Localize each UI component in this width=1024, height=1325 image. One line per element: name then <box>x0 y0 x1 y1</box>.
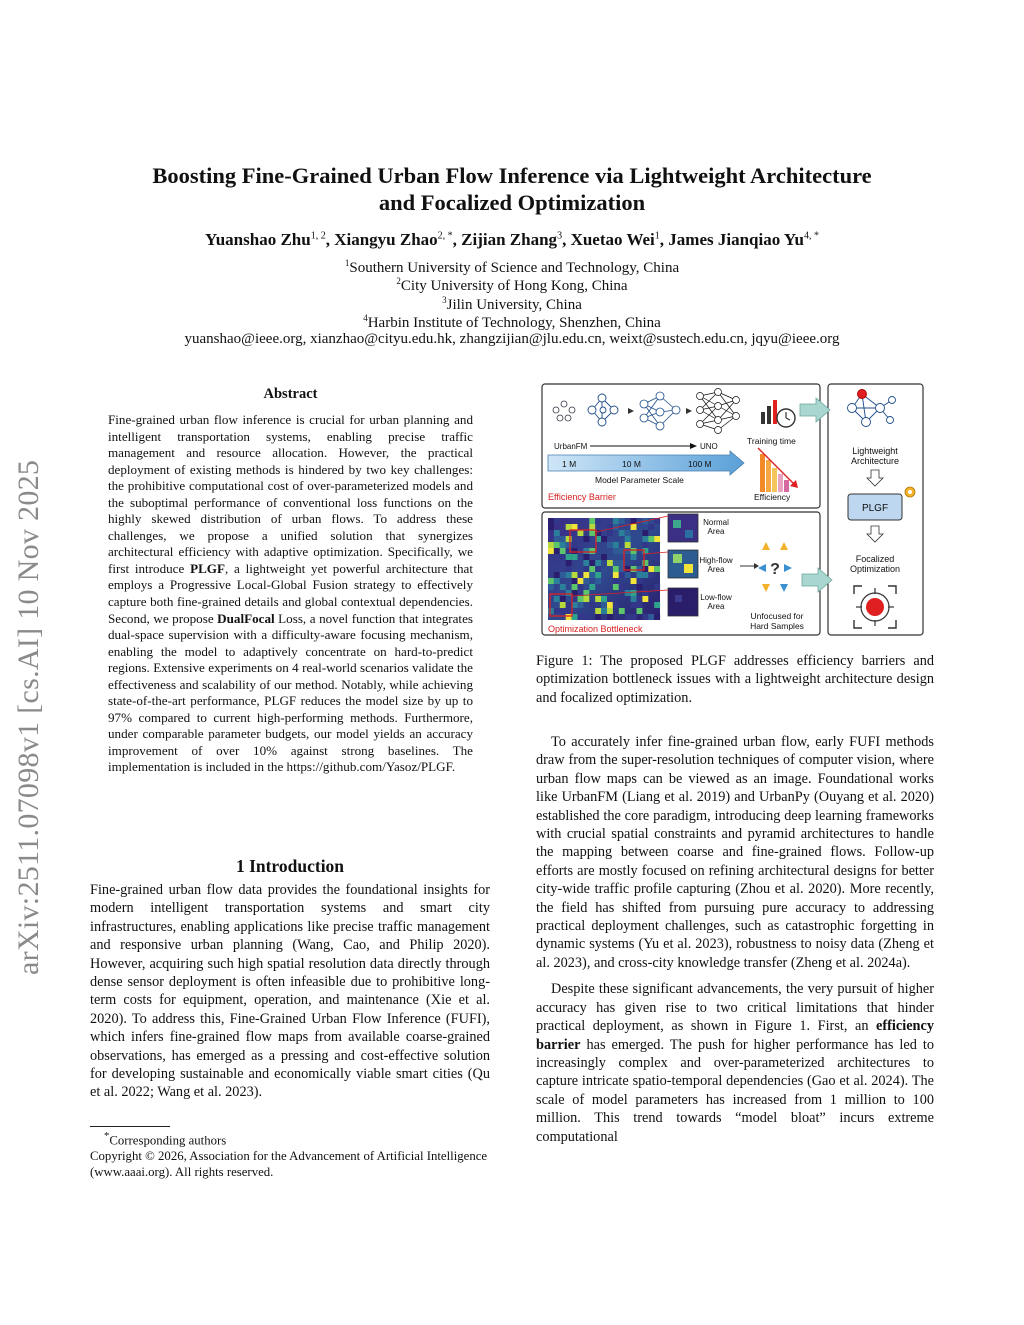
affiliation: $^1$Southern University of Science and Technology, China <box>344 258 680 276</box>
heatmap-cell <box>589 560 595 566</box>
heatmap-cell <box>560 536 566 542</box>
heatmap-cell <box>631 578 637 584</box>
heatmap-cell <box>560 596 566 602</box>
heatmap-cell <box>589 566 595 572</box>
efficiency-barrier-label: Efficiency Barrier <box>548 492 616 502</box>
high-flow-label-2: Area <box>707 565 725 574</box>
heatmap-cell <box>654 614 660 620</box>
heatmap-cell <box>642 542 648 548</box>
abstract-heading: Abstract <box>263 386 318 402</box>
heatmap-cell <box>631 566 637 572</box>
heatmap-cell <box>566 566 572 572</box>
affiliation: $^2$City University of Hong Kong, China <box>396 276 628 294</box>
lightweight-label-2: Architecture <box>850 456 900 466</box>
heatmap-cell <box>637 566 643 572</box>
focalized-label-1: Focalized <box>855 554 895 564</box>
heatmap-cell <box>583 614 589 620</box>
heatmap-cell <box>548 578 554 584</box>
training-time-label: Training time <box>747 436 796 446</box>
heatmap-cell <box>572 578 578 584</box>
heatmap-cell <box>578 572 584 578</box>
heatmap-cell <box>566 608 572 614</box>
heatmap-cell <box>578 614 584 620</box>
heatmap-cell <box>566 524 572 530</box>
heatmap-cell <box>589 572 595 578</box>
author: James Jianqiao $Yu^{4, *}$ <box>668 230 819 249</box>
heatmap-cell <box>595 572 601 578</box>
heatmap-cell <box>583 596 589 602</box>
heatmap-cell <box>578 602 584 608</box>
heatmap-cell <box>642 572 648 578</box>
heatmap-cell <box>637 608 643 614</box>
heatmap-cell <box>648 614 654 620</box>
heatmap-cell <box>648 566 654 572</box>
heatmap-cell <box>607 602 613 608</box>
heatmap-cell <box>631 602 637 608</box>
heatmap-cell <box>554 530 560 536</box>
heatmap-cell <box>554 596 560 602</box>
heatmap-cell <box>648 572 654 578</box>
heatmap-cell <box>589 530 595 536</box>
plgf-term: PLGF <box>190 560 225 576</box>
heatmap-cell <box>619 530 625 536</box>
heatmap-cell <box>619 608 625 614</box>
author: Xiangyu Zhao$^{2, *}$, <box>334 230 462 249</box>
heatmap-cell <box>601 536 607 542</box>
heatmap-cell <box>625 530 631 536</box>
low-flow-label-2: Area <box>707 602 725 611</box>
footnote-rule <box>90 1126 170 1127</box>
heatmap-cell <box>548 542 554 548</box>
intro-paragraph: Fine-grained urban flow data provides the foundational insights for modern intelligent transportation systems and smart city infrastructures, enabling applications like precise traffic management and responsive urban planning (Wang, Cao, and Philip 2020). However, acquiring such high spatial resolution data directly through dense sensor deployment is often infeasible due to prohibitive long-term costs for equipment, operation, and maintenance (Xie et al. 2020). To address this, Fine-Grained Urban Flow Inference (FUFI), which infers fine-grained flow maps from available coarse-grained observations, has emerged as a pressing and cost-effective solution for developing sustainable and economically viable smart cities (Qu et al. 2022; Wang et al. 2023). <box>90 882 490 1101</box>
heatmap-cell <box>601 602 607 608</box>
affiliation: $^3$Jilin University, China <box>442 295 582 313</box>
heatmap-cell <box>648 524 654 530</box>
heatmap-cell <box>607 614 613 620</box>
urbanfm-label: UrbanFM <box>554 442 588 451</box>
uno-label: UNO <box>700 442 718 451</box>
body-paragraph: To accurately infer fine-grained urban flow, early FUFI methods draw from the super-resolution techniques of computer vision, where urban flow maps can be viewed as an image. Foundational works like UrbanFM (Liang et al. 2019) and UrbanPy (Ouyang et al. 2020) established the core paradigm, introducing deep learning frameworks with crucial spatial constraints and pyramid architectures to handle the mapping between coarse and fine-grained flows. Follow-up efforts are mostly focused on refining architectural designs for better city-wide traffic profile capturing (Zhou et al. 2020). More recently, the field has shifted from pursuing pure accuracy to addressing practical deployment challenges, such as catastrophic forgetting in dynamic systems (Yu et al. 2023), robustness to noisy data (Zheng et al. 2023), and cross-city knowledge transfer (Zheng et al. 2024a). <box>536 734 934 971</box>
heatmap-cell <box>601 596 607 602</box>
heatmap-cell <box>554 548 560 554</box>
abstract-body: Fine-grained urban flow inference is crucial for urban planning and intelligent transportation systems, enabling precise traffic management and resource allocation. However, the practical deployment of existing methods is hindered by two key challenges: the prohibitive computational cost of over-parameterized models and the suboptimal performance of conventional loss functions on the highly skewed distribution of urban flows. To address these challenges, we propose a unified solution that synergizes architectural efficiency with adaptive optimization. Specifically, we first introduce PLGF, a lightweight yet powerful architecture that employs a Progressive Local-Global Fusion strategy to effectively capture both fine-grained details and global contextual dependencies. Second, we propose DualFocal Loss, a novel function that integrates dual-space supervision with a difficulty-aware focusing mechanism, enabling the model to adaptively concentrate on hard-to-predict regions. Extensive experiments on 4 real-world scenarios validate the effectiveness and scalability of our method. Notably, while achieving state-of-the-art performance, PLGF reduces the model size by up to 97% compared to current high-performing methods. Furthermore, under comparable parameter budgets, our model yields an accuracy improvement of over 10% against strong baselines. The implementation is included in the https://github.com/Yasoz/PLGF. <box>108 412 473 775</box>
heatmap-cell <box>631 548 637 554</box>
figure-1-caption: Figure 1: The proposed PLGF addresses efficiency barriers and optimization bottleneck issues with a lightweight architecture design and focalized optimization. <box>536 653 934 706</box>
heatmap-cell <box>566 542 572 548</box>
right-column-body <box>536 733 934 1146</box>
heatmap-cell <box>566 560 572 566</box>
efficiency-label: Efficiency <box>754 492 791 502</box>
heatmap-cell <box>613 602 619 608</box>
heatmap-cell <box>654 554 660 560</box>
heatmap-cell <box>560 608 566 614</box>
scale-100m: 100 M <box>688 459 712 469</box>
focalized-label-2: Optimization <box>849 564 901 574</box>
heatmap-cell <box>607 560 613 566</box>
heatmap-cell <box>619 518 625 524</box>
heatmap-cell <box>566 548 572 554</box>
heatmap-cell <box>554 518 560 524</box>
intro-heading: 1 Introduction <box>235 856 345 876</box>
optimization-bottleneck-label: Optimization Bottleneck <box>548 624 643 634</box>
heatmap-cell <box>654 536 660 542</box>
footnote-copyright: Copyright © 2026, Association for the Advancement of Artificial Intelligence (www.aaai.org). All rights reserved. <box>90 1149 488 1180</box>
heatmap-cell <box>654 566 660 572</box>
heatmap-cell <box>631 590 637 596</box>
scale-1m: 1 M <box>562 459 577 469</box>
heatmap-cell <box>613 518 619 524</box>
flow-heatmap <box>548 518 660 620</box>
heatmap-cell <box>578 530 584 536</box>
heatmap-cell <box>642 530 648 536</box>
arxiv-id: arXiv:2511.07098v1 [cs.AI] 10 Nov 2025 <box>12 459 45 975</box>
heatmap-cell <box>613 542 619 548</box>
heatmap-cell <box>631 554 637 560</box>
heatmap-cell <box>625 542 631 548</box>
heatmap-cell <box>560 602 566 608</box>
heatmap-cell <box>578 518 584 524</box>
heatmap-cell <box>554 578 560 584</box>
author-list <box>90 230 934 250</box>
low-flow-label-1: Low-flow <box>700 593 732 602</box>
heatmap-cell <box>548 518 554 524</box>
affiliation: $^4$Harbin Institute of Technology, Shenzhen, China <box>363 313 661 331</box>
heatmap-cell <box>578 578 584 584</box>
heatmap-cell <box>566 590 572 596</box>
heatmap-cell <box>625 536 631 542</box>
scale-10m: 10 M <box>622 459 641 469</box>
normal-area-label-1: Normal <box>703 518 729 527</box>
heatmap-cell <box>631 524 637 530</box>
heatmap-cell <box>589 584 595 590</box>
heatmap-cell <box>566 602 572 608</box>
heatmap-cell <box>642 548 648 554</box>
heatmap-cell <box>583 572 589 578</box>
heatmap-cell <box>642 566 648 572</box>
heatmap-cell <box>583 560 589 566</box>
heatmap-cell <box>572 554 578 560</box>
heatmap-cell <box>548 608 554 614</box>
unfocused-label-2: Hard Samples <box>750 621 804 631</box>
heatmap-cell <box>572 548 578 554</box>
unfocused-label-1: Unfocused for <box>750 611 804 621</box>
heatmap-cell <box>637 584 643 590</box>
heatmap-cell <box>572 542 578 548</box>
heatmap-cell <box>595 518 601 524</box>
heatmap-cell <box>625 548 631 554</box>
heatmap-cell <box>572 524 578 530</box>
high-flow-area-inset <box>668 550 698 578</box>
heatmap-cell <box>654 584 660 590</box>
footnote-corresponding: *Corresponding authors <box>104 1131 227 1148</box>
heatmap-cell <box>607 608 613 614</box>
body-paragraph: Despite these significant advancements, the very pursuit of higher accuracy has given rise to two critical limitations that hinder practical deployment, as shown in Figure 1. First, an efficiency barrier has emerged. The push for higher performance has led to increasingly complex and over-parameterized architectures to capture intricate spatio-temporal dependencies (Gao et al. 2024). The scale of model parameters has increased from 1 million to 100 million. This trend towards “model bloat” incurs extreme computational <box>536 981 934 1145</box>
heatmap-cell <box>625 566 631 572</box>
heatmap-cell <box>648 536 654 542</box>
heatmap-cell <box>583 566 589 572</box>
heatmap-cell <box>583 536 589 542</box>
heatmap-cell <box>560 584 566 590</box>
heatmap-cell <box>589 602 595 608</box>
heatmap-cell <box>578 596 584 602</box>
heatmap-cell <box>595 596 601 602</box>
heatmap-cell <box>566 554 572 560</box>
heatmap-cell <box>566 536 572 542</box>
heatmap-cell <box>554 572 560 578</box>
heatmap-cell <box>589 518 595 524</box>
title-line-1: Boosting Fine-Grained Urban Flow Inference via Lightweight Architecture <box>152 163 872 188</box>
heatmap-cell <box>625 572 631 578</box>
heatmap-cell <box>613 578 619 584</box>
plgf-label: PLGF <box>861 503 889 514</box>
heatmap-cell <box>654 602 660 608</box>
heatmap-cell <box>554 536 560 542</box>
heatmap-cell <box>619 572 625 578</box>
heatmap-cell <box>619 584 625 590</box>
paper-title <box>90 162 934 216</box>
heatmap-cell <box>637 572 643 578</box>
heatmap-cell <box>589 548 595 554</box>
lightweight-label-1: Lightweight <box>852 446 898 456</box>
figure-1 <box>540 382 925 637</box>
heatmap-cell <box>583 554 589 560</box>
heatmap-cell <box>613 584 619 590</box>
heatmap-cell <box>607 530 613 536</box>
heatmap-cell <box>572 572 578 578</box>
title-line-2: and Focalized Optimization <box>378 190 646 215</box>
author: Xuetao Wei$^1$, <box>570 230 669 249</box>
heatmap-cell <box>548 524 554 530</box>
high-flow-label-1: High-flow <box>699 556 733 565</box>
figure-1-diagram <box>540 382 925 637</box>
heatmap-cell <box>595 560 601 566</box>
heatmap-cell <box>548 584 554 590</box>
heatmap-cell <box>637 578 643 584</box>
heatmap-cell <box>554 542 560 548</box>
arxiv-stamp <box>10 375 60 975</box>
heatmap-cell <box>601 554 607 560</box>
heatmap-cell <box>589 524 595 530</box>
author: Zijian Zhang$^3$, <box>461 230 571 249</box>
heatmap-cell <box>642 614 648 620</box>
heatmap-cell <box>601 608 607 614</box>
normal-area-label-2: Area <box>707 527 725 536</box>
heatmap-cell <box>578 584 584 590</box>
heatmap-cell <box>607 542 613 548</box>
heatmap-cell <box>642 596 648 602</box>
heatmap-cell <box>595 608 601 614</box>
heatmap-cell <box>613 548 619 554</box>
normal-area-inset <box>668 514 698 542</box>
heatmap-cell <box>642 536 648 542</box>
author: Yuanshao Zhu$^{1, 2}$, <box>205 230 335 249</box>
heatmap-cell <box>560 542 566 548</box>
heatmap-cell <box>583 578 589 584</box>
gear-icon <box>905 487 915 497</box>
heatmap-cell <box>560 548 566 554</box>
heatmap-cell <box>595 614 601 620</box>
heatmap-cell <box>583 548 589 554</box>
heatmap-cell <box>637 602 643 608</box>
heatmap-cell <box>637 596 643 602</box>
heatmap-cell <box>625 614 631 620</box>
heatmap-cell <box>572 584 578 590</box>
efficiency-barrier-term: efficiency barrier <box>536 1018 934 1053</box>
heatmap-cell <box>613 566 619 572</box>
heatmap-cell <box>595 578 601 584</box>
heatmap-cell <box>631 614 637 620</box>
dualfocal-term: DualFocal <box>217 610 275 626</box>
heatmap-cell <box>631 596 637 602</box>
footnotes <box>90 1129 490 1180</box>
scale-caption: Model Parameter Scale <box>595 475 684 485</box>
heatmap-cell <box>560 554 566 560</box>
low-flow-area-inset <box>668 588 698 616</box>
author-emails: yuanshao@ieee.org, xianzhao@cityu.edu.hk, zhangzijian@jlu.edu.cn, weixt@sustech.edu.cn, jqyu@ieee.org <box>184 331 840 347</box>
parameter-scale-arrow <box>548 451 744 475</box>
heatmap-cell <box>613 572 619 578</box>
heatmap-cell <box>548 548 554 554</box>
heatmap-cell <box>566 572 572 578</box>
heatmap-cell <box>560 572 566 578</box>
heatmap-cell <box>595 566 601 572</box>
heatmap-cell <box>554 608 560 614</box>
question-mark: ? <box>770 561 780 578</box>
heatmap-cell <box>613 560 619 566</box>
heatmap-cell <box>642 560 648 566</box>
heatmap-cell <box>566 614 572 620</box>
